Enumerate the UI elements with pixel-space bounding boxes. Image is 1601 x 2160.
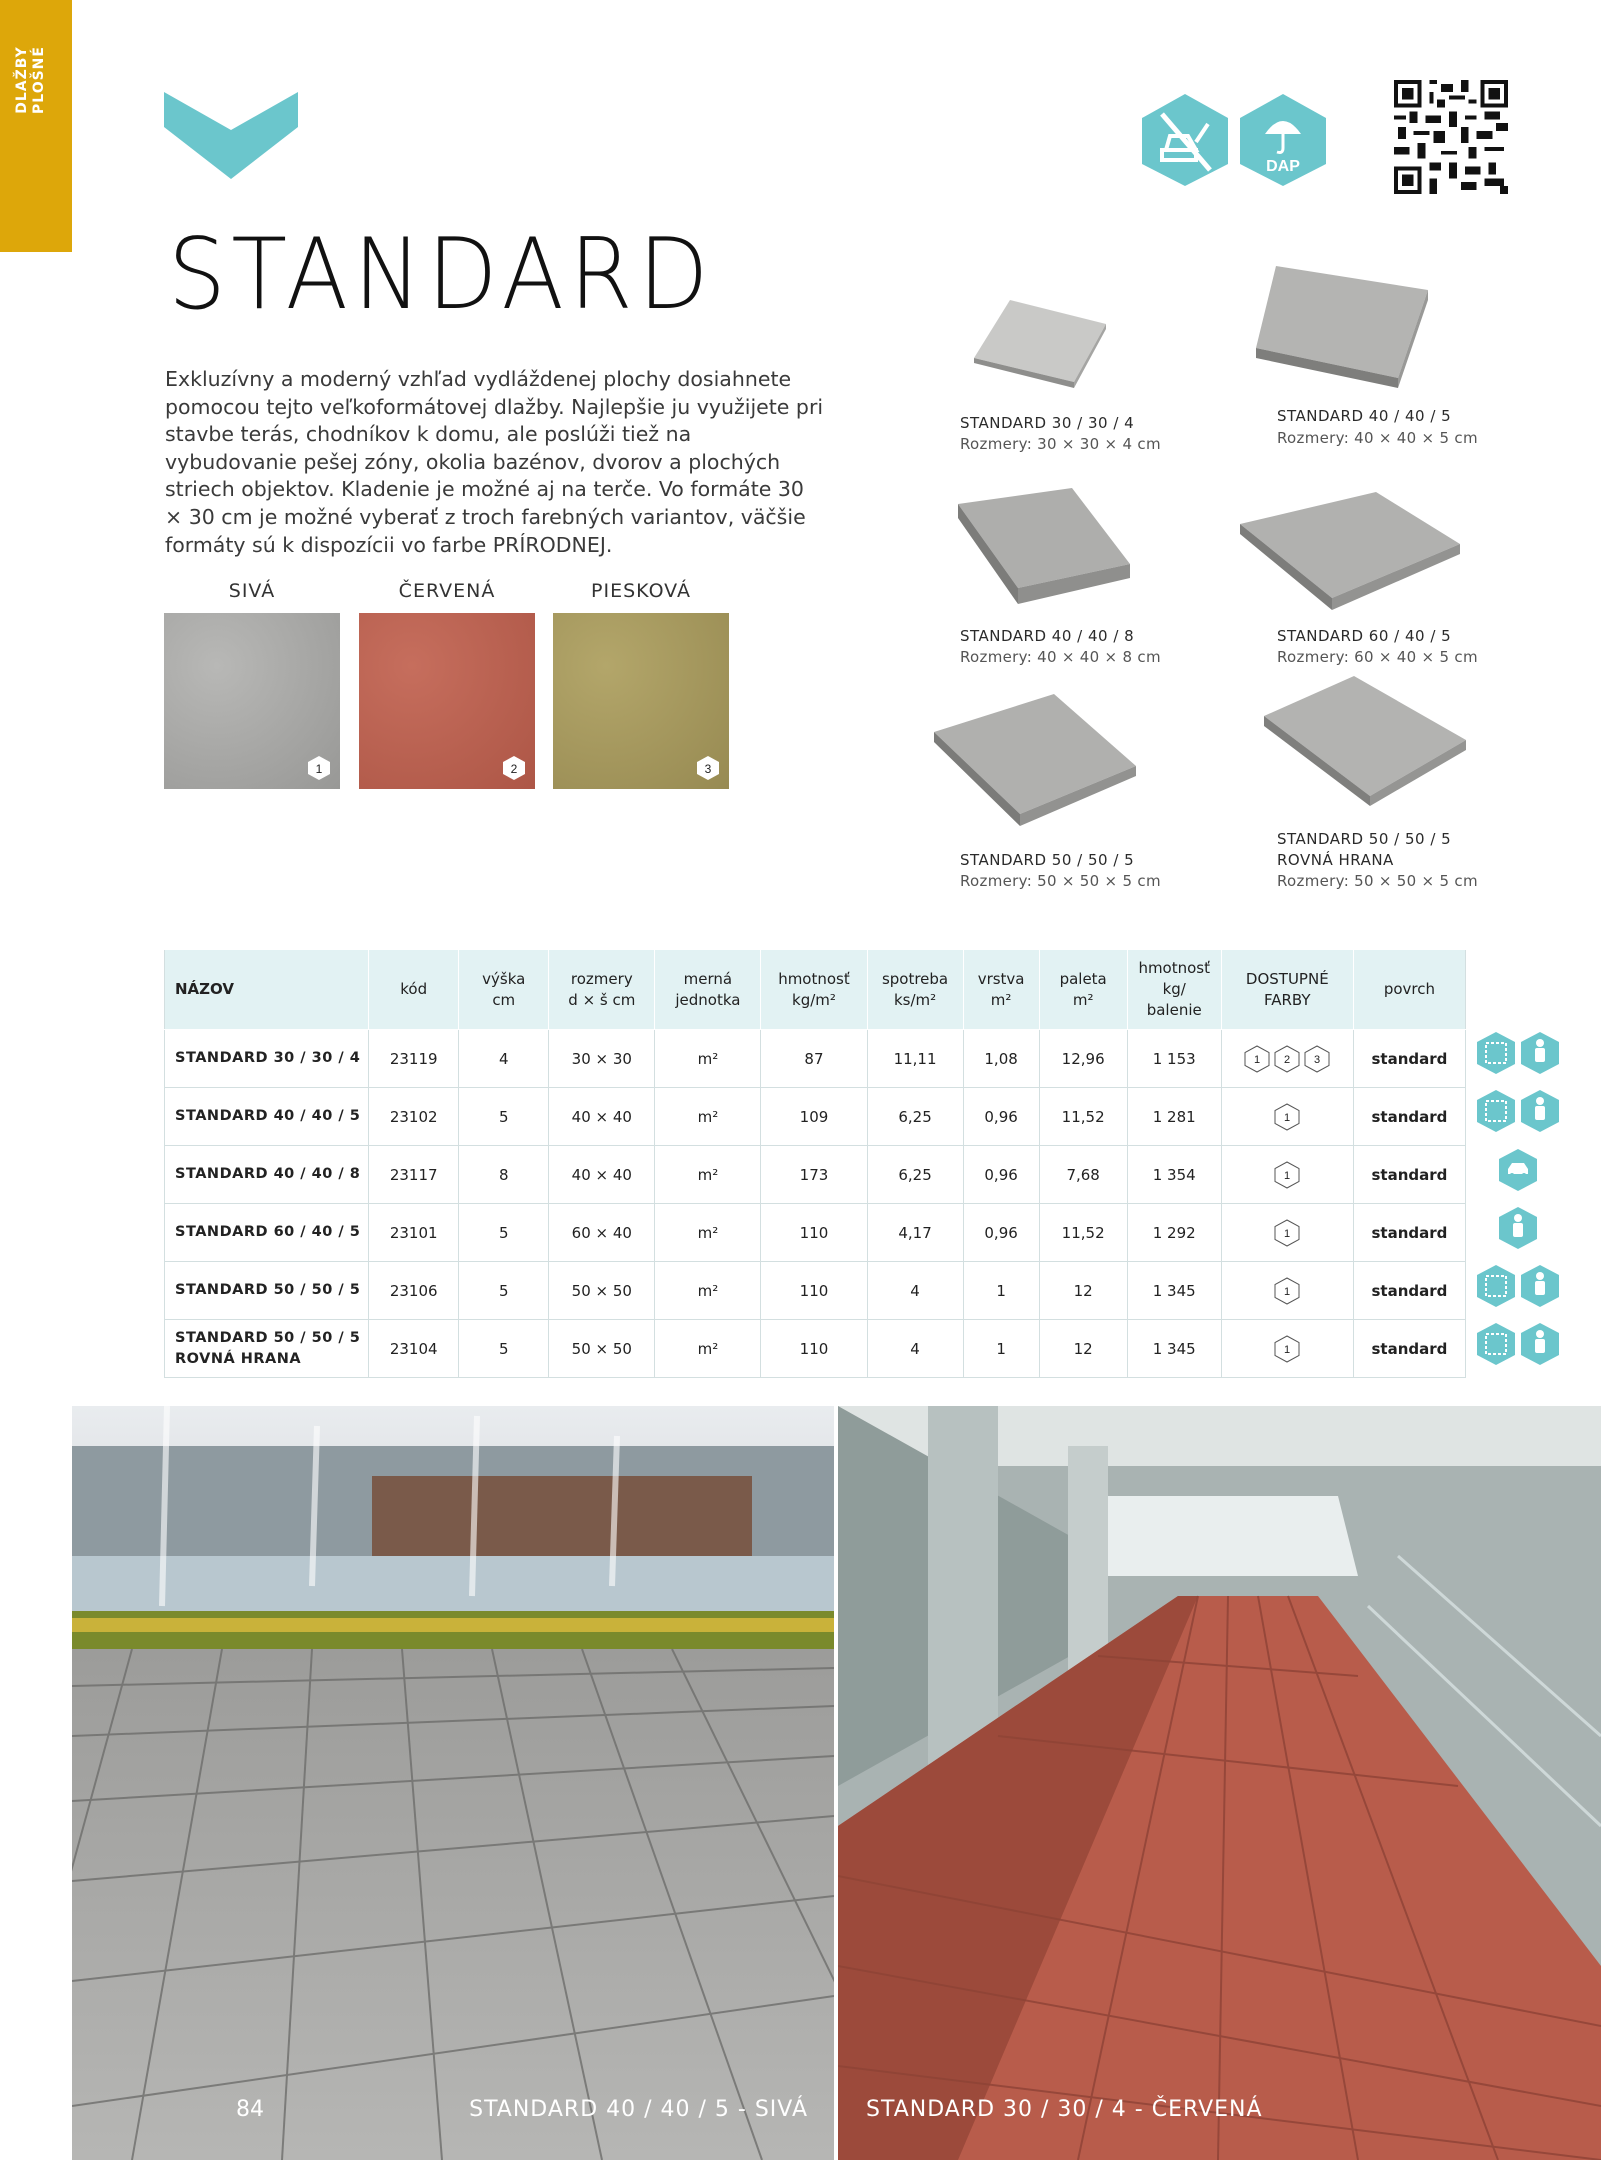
svg-text:1: 1 <box>1284 1227 1291 1240</box>
cell-height: 5 <box>459 1088 549 1146</box>
cell-pallet: 11,52 <box>1039 1204 1127 1262</box>
product-name: STANDARD 40 / 40 / 8 <box>960 627 1135 645</box>
svg-text:1: 1 <box>1284 1285 1291 1298</box>
pedestrian-icon <box>1498 1206 1538 1250</box>
color-label-gray: SIVÁ <box>228 580 276 602</box>
page-title: STANDARD <box>168 218 715 332</box>
cell-surface: standard <box>1353 1204 1465 1262</box>
color-number-icon <box>1274 1045 1300 1073</box>
svg-text:1: 1 <box>1284 1111 1291 1124</box>
cell-colors <box>1221 1204 1353 1262</box>
svg-text:3: 3 <box>704 762 712 776</box>
cell-code: 23104 <box>369 1320 459 1378</box>
pedestrian-icon <box>1520 1031 1560 1075</box>
table-row <box>165 1204 1466 1262</box>
cell-size: 60 × 40 <box>549 1204 655 1262</box>
cell-surface: standard <box>1353 1320 1465 1378</box>
cell-height: 5 <box>459 1262 549 1320</box>
cell-pallet: 7,68 <box>1039 1146 1127 1204</box>
cell-layer: 1,08 <box>963 1030 1039 1088</box>
color-label-red: ČERVENÁ <box>398 580 496 602</box>
cell-weight: 110 <box>761 1262 867 1320</box>
cell-height: 8 <box>459 1146 549 1204</box>
cell-surface: standard <box>1353 1146 1465 1204</box>
spec-table <box>164 950 1466 1378</box>
cell-unit: m² <box>655 1030 761 1088</box>
product-dimensions: Rozmery: 30 × 30 × 4 cm <box>960 435 1161 453</box>
product-image-50-50-5-rovna-hrana <box>1260 672 1470 810</box>
product-dimensions: Rozmery: 40 × 40 × 8 cm <box>960 648 1161 666</box>
table-row <box>165 1320 1466 1378</box>
color-number-badge <box>501 755 527 781</box>
col-header-code: kód <box>369 950 459 1030</box>
cell-consumption: 6,25 <box>867 1088 963 1146</box>
cell-weight: 87 <box>761 1030 867 1088</box>
col-header-consumption: spotreba ks/m² <box>867 950 963 1030</box>
intro-paragraph: Exkluzívny a moderný vzhľad vydláždenej plochy dosiahnete pomocou tejto veľkoformátovej dlažby. Najlepšie ju využijete pri stavbe terás, chodníkov k domu, ale poslúži tiež na vybudovanie pešej zóny, okolia bazénov, dvorov a plochých striech objektov. Kladenie je možné aj na terče. Vo formáte 30 × 30 cm je možné vyberať z troch farebných variantov, väčšie formáty sú k dispozícii vo farbe PRÍRODNEJ. <box>165 367 824 557</box>
product-name: STANDARD 50 / 50 / 5 <box>1277 830 1452 848</box>
cell-unit: m² <box>655 1146 761 1204</box>
col-header-unit: merná jednotka <box>655 950 761 1030</box>
cell-size: 40 × 40 <box>549 1146 655 1204</box>
cell-code: 23102 <box>369 1088 459 1146</box>
cell-pack-weight: 1 281 <box>1127 1088 1221 1146</box>
photo-caption-left: STANDARD 40 / 40 / 5 - SIVÁ <box>469 2097 808 2122</box>
product-name-line2: ROVNÁ HRANA <box>1277 851 1394 869</box>
svg-text:1: 1 <box>1254 1053 1261 1066</box>
color-label-sand: PIESKOVÁ <box>591 580 691 602</box>
cell-pallet: 11,52 <box>1039 1088 1127 1146</box>
color-number-icon <box>1274 1277 1300 1305</box>
cell-colors <box>1221 1030 1353 1088</box>
cell-layer: 1 <box>963 1262 1039 1320</box>
col-header-colors: DOSTUPNÉ FARBY <box>1221 950 1353 1030</box>
cell-code: 23106 <box>369 1262 459 1320</box>
cell-surface: standard <box>1353 1030 1465 1088</box>
cell-colors <box>1221 1262 1353 1320</box>
cell-weight: 110 <box>761 1320 867 1378</box>
pedestrian-icon <box>1520 1264 1560 1308</box>
cell-unit: m² <box>655 1088 761 1146</box>
cell-consumption: 11,11 <box>867 1030 963 1088</box>
color-swatch-gray <box>164 613 340 789</box>
cell-name: STANDARD 40 / 40 / 8 <box>165 1146 369 1204</box>
product-name: STANDARD 60 / 40 / 5 <box>1277 627 1452 645</box>
cell-unit: m² <box>655 1204 761 1262</box>
dap-label: DAP <box>1266 158 1300 175</box>
col-header-name: NÁZOV <box>165 950 369 1030</box>
cell-pack-weight: 1 292 <box>1127 1204 1221 1262</box>
cell-surface: standard <box>1353 1262 1465 1320</box>
cell-size: 40 × 40 <box>549 1088 655 1146</box>
cell-unit: m² <box>655 1262 761 1320</box>
product-name: STANDARD 50 / 50 / 5 <box>960 851 1135 869</box>
col-header-layer: vrstva m² <box>963 950 1039 1030</box>
section-tab-label: DLAŽBY PLOŠNÉ <box>14 46 47 114</box>
product-image-60-40-5 <box>1236 488 1464 614</box>
svg-text:1: 1 <box>315 762 323 776</box>
cell-code: 23117 <box>369 1146 459 1204</box>
cell-colors <box>1221 1320 1353 1378</box>
pedestrian-icon <box>1520 1322 1560 1366</box>
pedestrian-icon <box>1520 1089 1560 1133</box>
cell-weight: 109 <box>761 1088 867 1146</box>
cell-code: 23119 <box>369 1030 459 1088</box>
product-dimensions: Rozmery: 50 × 50 × 5 cm <box>960 872 1161 890</box>
photo-gray-scene <box>72 1406 834 2160</box>
table-row <box>165 1030 1466 1088</box>
cell-size: 50 × 50 <box>549 1320 655 1378</box>
cell-colors <box>1221 1146 1353 1204</box>
col-header-surface: povrch <box>1353 950 1465 1030</box>
product-image-40-40-5 <box>1252 262 1432 390</box>
cell-code: 23101 <box>369 1204 459 1262</box>
cell-layer: 0,96 <box>963 1088 1039 1146</box>
cell-height: 5 <box>459 1320 549 1378</box>
paving-tiles-icon <box>1476 1322 1516 1366</box>
product-dimensions: Rozmery: 60 × 40 × 5 cm <box>1277 648 1478 666</box>
cell-pallet: 12 <box>1039 1320 1127 1378</box>
table-row <box>165 1088 1466 1146</box>
cell-weight: 173 <box>761 1146 867 1204</box>
svg-text:1: 1 <box>1284 1343 1291 1356</box>
cell-name: STANDARD 60 / 40 / 5 <box>165 1204 369 1262</box>
color-swatch-sand <box>553 613 729 789</box>
paving-tiles-icon <box>1476 1089 1516 1133</box>
cell-surface: standard <box>1353 1088 1465 1146</box>
color-number-icon <box>1304 1045 1330 1073</box>
cell-name: STANDARD 40 / 40 / 5 <box>165 1088 369 1146</box>
cell-height: 5 <box>459 1204 549 1262</box>
cell-pack-weight: 1 153 <box>1127 1030 1221 1088</box>
photo-red-scene <box>838 1406 1601 2160</box>
dap-umbrella-icon <box>1238 92 1328 188</box>
col-header-size: rozmery d × š cm <box>549 950 655 1030</box>
section-tab <box>0 0 72 252</box>
cell-pallet: 12,96 <box>1039 1030 1127 1088</box>
no-heavy-traffic-icon <box>1140 92 1230 188</box>
cell-name: STANDARD 30 / 30 / 4 <box>165 1030 369 1088</box>
cell-pack-weight: 1 345 <box>1127 1262 1221 1320</box>
paving-tiles-icon <box>1476 1031 1516 1075</box>
product-name: STANDARD 30 / 30 / 4 <box>960 414 1135 432</box>
product-dimensions: Rozmery: 40 × 40 × 5 cm <box>1277 429 1478 447</box>
cell-consumption: 4,17 <box>867 1204 963 1262</box>
cell-unit: m² <box>655 1320 761 1378</box>
product-image-50-50-5 <box>930 690 1140 830</box>
brand-chevron-logo <box>164 92 298 182</box>
cell-pallet: 12 <box>1039 1262 1127 1320</box>
qr-code[interactable] <box>1394 80 1508 194</box>
table-header-row <box>165 950 1466 1030</box>
color-number-icon <box>1274 1219 1300 1247</box>
car-traffic-icon <box>1498 1148 1538 1192</box>
photo-red-paving <box>838 1406 1601 2160</box>
color-number-badge <box>306 755 332 781</box>
product-image-30-30-4 <box>970 296 1110 388</box>
cell-consumption: 4 <box>867 1320 963 1378</box>
table-row <box>165 1146 1466 1204</box>
cell-layer: 0,96 <box>963 1204 1039 1262</box>
page-number: 84 <box>236 2097 264 2122</box>
cell-consumption: 6,25 <box>867 1146 963 1204</box>
table-row <box>165 1262 1466 1320</box>
svg-text:1: 1 <box>1284 1169 1291 1182</box>
cell-size: 50 × 50 <box>549 1262 655 1320</box>
cell-name: STANDARD 50 / 50 / 5 <box>165 1262 369 1320</box>
col-header-pallet: paleta m² <box>1039 950 1127 1030</box>
color-number-icon <box>1274 1161 1300 1189</box>
svg-text:2: 2 <box>510 762 518 776</box>
col-header-weight: hmotnosť kg/m² <box>761 950 867 1030</box>
col-header-height: výška cm <box>459 950 549 1030</box>
color-swatch-red <box>359 613 535 789</box>
col-header-pack-weight: hmotnosť kg/ balenie <box>1127 950 1221 1030</box>
cell-consumption: 4 <box>867 1262 963 1320</box>
color-number-badge <box>695 755 721 781</box>
cell-weight: 110 <box>761 1204 867 1262</box>
cell-height: 4 <box>459 1030 549 1088</box>
color-number-icon <box>1274 1103 1300 1131</box>
cell-layer: 1 <box>963 1320 1039 1378</box>
svg-text:2: 2 <box>1284 1053 1291 1066</box>
paving-tiles-icon <box>1476 1264 1516 1308</box>
cell-layer: 0,96 <box>963 1146 1039 1204</box>
photo-gray-paving <box>72 1406 834 2160</box>
product-image-40-40-8 <box>952 484 1136 608</box>
product-name: STANDARD 40 / 40 / 5 <box>1277 407 1452 425</box>
photo-caption-right: STANDARD 30 / 30 / 4 - ČERVENÁ <box>866 2097 1263 2122</box>
product-dimensions: Rozmery: 50 × 50 × 5 cm <box>1277 872 1478 890</box>
svg-text:3: 3 <box>1314 1053 1321 1066</box>
cell-size: 30 × 30 <box>549 1030 655 1088</box>
cell-pack-weight: 1 354 <box>1127 1146 1221 1204</box>
color-number-icon <box>1274 1335 1300 1363</box>
cell-colors <box>1221 1088 1353 1146</box>
cell-pack-weight: 1 345 <box>1127 1320 1221 1378</box>
cell-name: STANDARD 50 / 50 / 5 ROVNÁ HRANA <box>165 1320 369 1378</box>
color-number-icon <box>1244 1045 1270 1073</box>
